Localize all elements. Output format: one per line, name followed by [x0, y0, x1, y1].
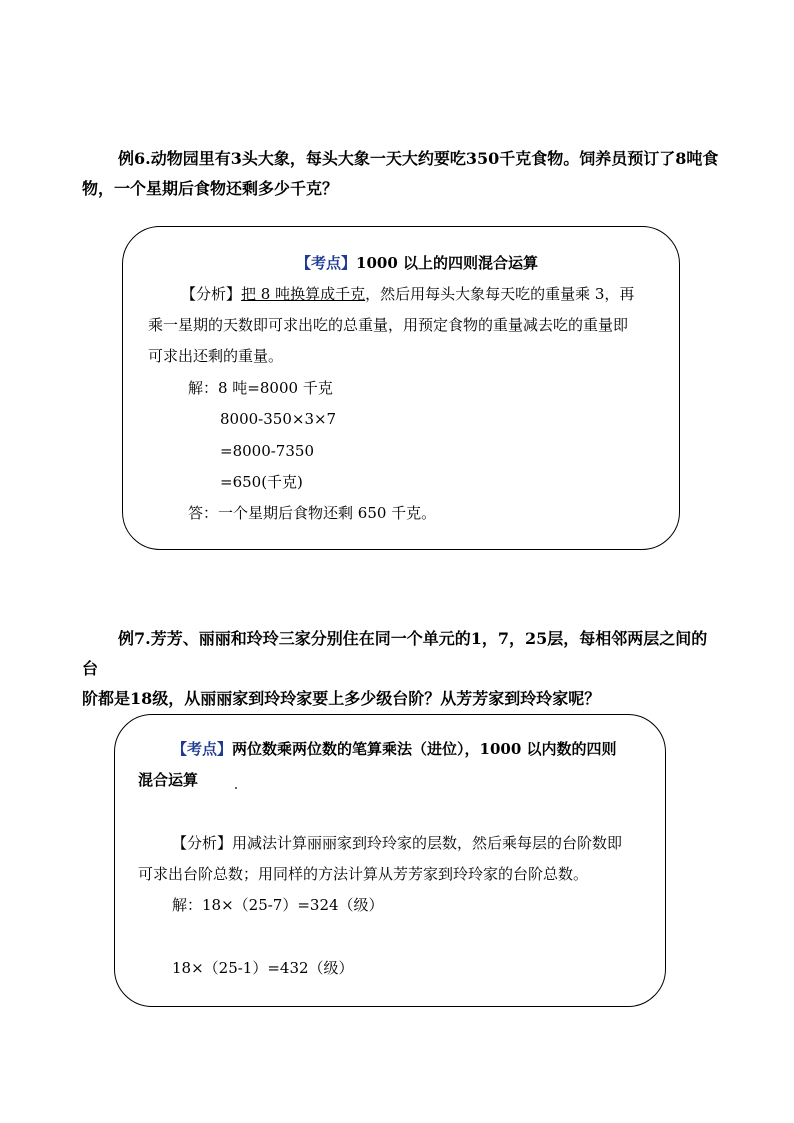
example6-fenxi-line1 — [181, 283, 634, 305]
example7-kaodian-line1 — [172, 738, 617, 760]
example6-solution-step3: =8000-7350 — [220, 442, 314, 460]
example7-kaodian-line2: 混合运算 — [138, 771, 199, 789]
example6-kaodian-text: 1000 以上的四则混合运算 — [356, 254, 538, 272]
example6-fenxi-line2: 乘一星期的天数即可求出吃的总重量，用预定食物的重量减去吃的重量即 — [148, 316, 629, 334]
example7-solution-line2: 18×（25-1）=432（级） — [172, 959, 354, 977]
example6-fenxi-line3: 可求出还剩的重量。 — [148, 347, 284, 365]
example6-solution-step4: =650(千克) — [220, 473, 303, 491]
example6-kaodian — [296, 252, 538, 274]
example7-question-line2: 阶都是18级，从丽丽家到玲玲家要上多少级台阶？从芳芳家到玲玲家呢？ — [82, 689, 601, 708]
example6-question — [82, 144, 722, 204]
example7-solution-line1: 解：18×（25-7）=324（级） — [172, 896, 384, 914]
example6-fenxi-tag: 【分析】 — [181, 285, 242, 303]
example6-question-line2: 物，一个星期后食物还剩多少千克？ — [82, 179, 339, 198]
example7-question — [82, 624, 722, 714]
example6-fenxi-rest: ，然后用每头大象每天吃的重量乘 3，再 — [365, 285, 635, 303]
example6-solution-step2: 8000-350×3×7 — [220, 410, 337, 428]
example6-kaodian-tag: 【考点】 — [296, 254, 357, 272]
example7-kaodian-text-line1: 两位数乘两位数的笔算乘法（进位），1000 以内数的四则 — [232, 740, 617, 758]
example6-fenxi-underlined: 把 8 吨换算成千克 — [241, 285, 366, 303]
example7-question-line1: 例7.芳芳、丽丽和玲玲三家分别住在同一个单元的1，7，25层，每相邻两层之间的台 — [82, 629, 708, 678]
example6-solution-step1: 解：8 吨=8000 千克 — [188, 379, 333, 397]
example7-kaodian-tag: 【考点】 — [172, 740, 233, 758]
example6-question-line1: 例6.动物园里有3头大象，每头大象一天大约要吃350千克食物。饲养员预订了8吨食 — [118, 149, 719, 168]
example7-fenxi-line2: 可求出台阶总数；用同样的方法计算从芳芳家到玲玲家的台阶总数。 — [138, 865, 589, 883]
example7-fenxi-line1: 【分析】用减法计算丽丽家到玲玲家的层数，然后乘每层的台阶数即 — [172, 834, 623, 852]
example6-answer: 答：一个星期后食物还剩 650 千克。 — [188, 504, 437, 522]
stray-dot — [235, 787, 237, 789]
